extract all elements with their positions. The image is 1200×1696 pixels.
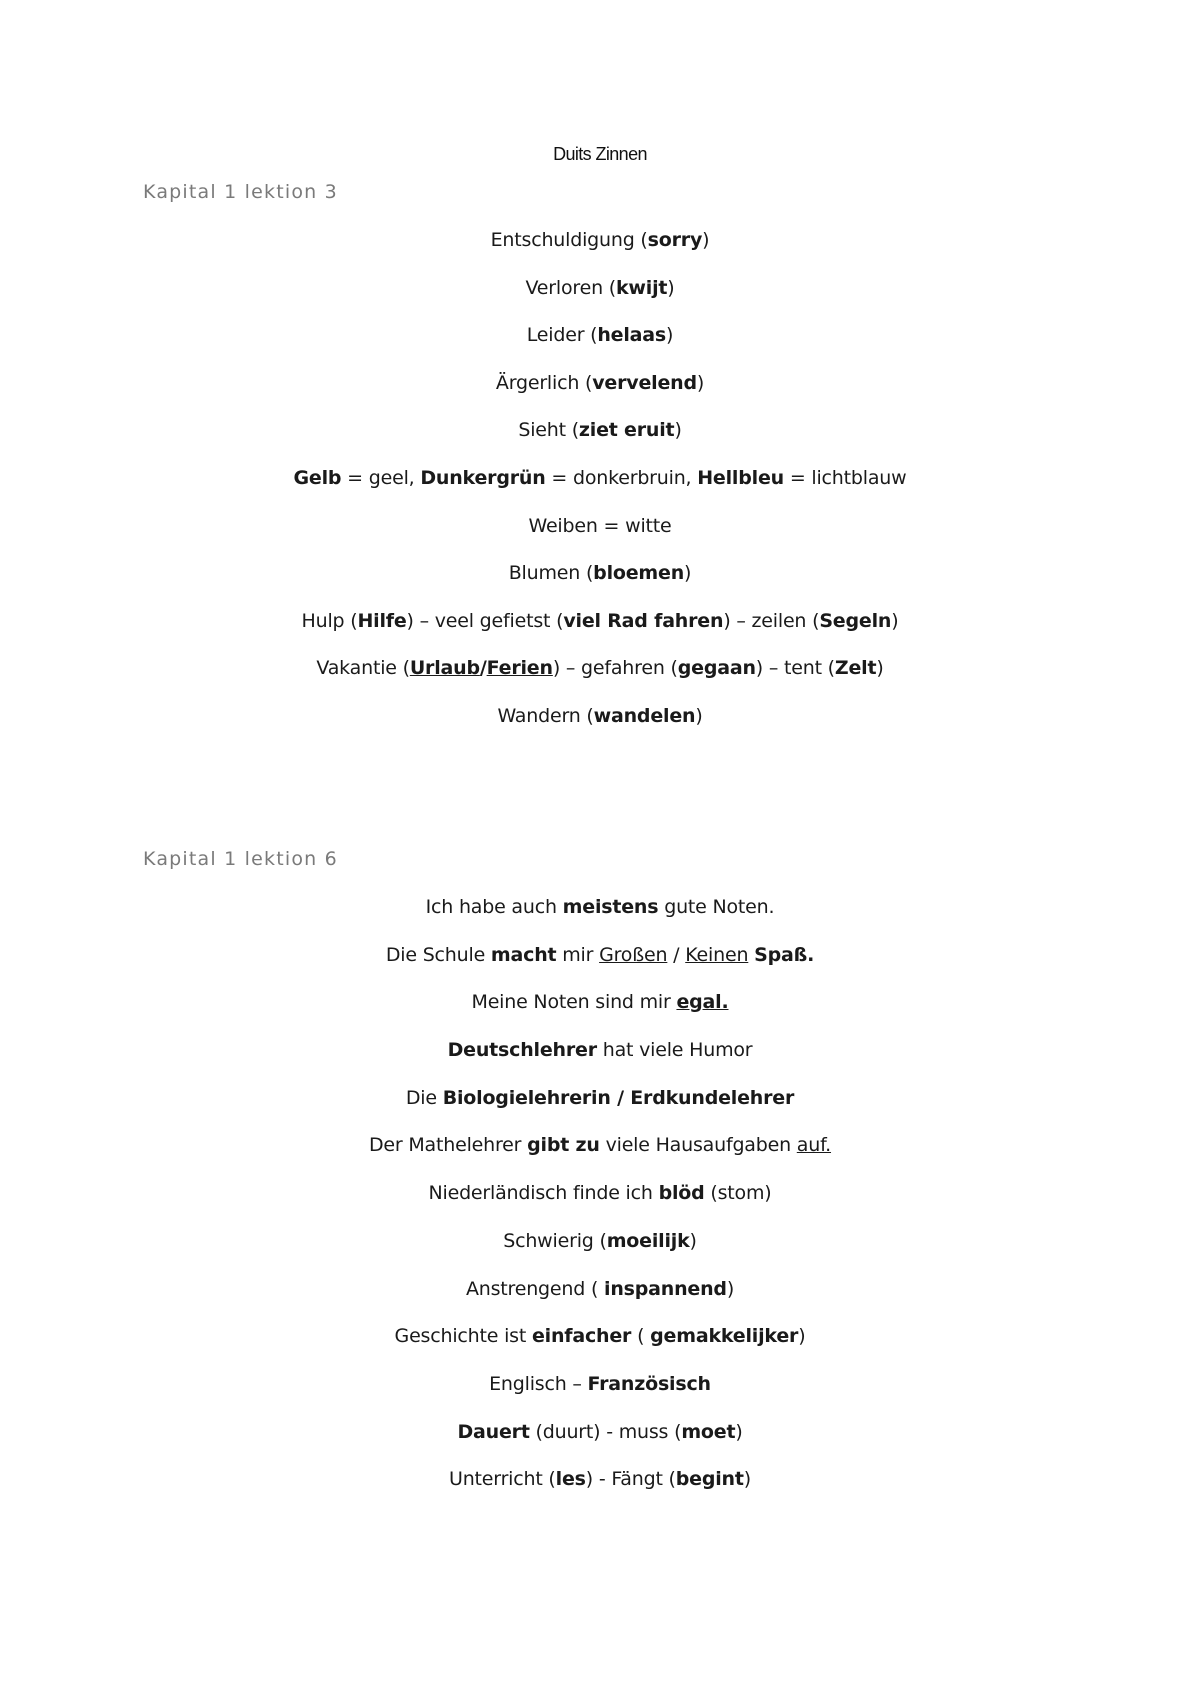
text-run: Segeln <box>819 609 892 632</box>
text-run: ) <box>876 657 884 680</box>
text-run: meistens <box>562 896 659 918</box>
section-heading-lektion-6: Kapital 1 lektion 6 <box>143 848 338 870</box>
text-run: Hilfe <box>357 609 407 632</box>
text-run: Hulp ( <box>301 609 358 632</box>
text-run: kwijt <box>616 276 668 299</box>
text-line <box>0 1133 1200 1181</box>
text-run: Englisch – <box>489 1372 588 1395</box>
text-run: Unterricht ( <box>449 1468 556 1491</box>
text-run: sorry <box>647 229 703 251</box>
text-run: Keinen <box>685 943 749 966</box>
text-run: bloemen <box>593 562 685 585</box>
text-line <box>0 895 1200 943</box>
text-line <box>0 561 1200 609</box>
text-run: = donkerbruin, <box>545 466 698 489</box>
text-run: mir <box>556 943 600 966</box>
section-lines-lektion-6 <box>0 895 1200 1515</box>
text-run: moeilijk <box>606 1229 690 1252</box>
text-run: ) – veel gefietst ( <box>406 609 564 632</box>
text-run: = lichtblauw <box>783 466 907 489</box>
text-run: ) <box>798 1325 806 1348</box>
text-run: ) – zeilen ( <box>723 609 820 632</box>
text-run: ( <box>631 1325 651 1348</box>
text-run: Spaß. <box>754 943 815 966</box>
text-line <box>0 1277 1200 1325</box>
text-run: inspannend <box>604 1277 727 1300</box>
text-run: ) <box>743 1468 751 1491</box>
text-run: ) – tent ( <box>755 657 835 680</box>
text-run: Großen <box>599 943 668 966</box>
text-run: einfacher <box>531 1325 632 1348</box>
text-line <box>0 1229 1200 1277</box>
text-line <box>0 276 1200 324</box>
text-run: ) <box>667 276 675 299</box>
text-run: gibt zu <box>527 1134 600 1157</box>
text-run: Französisch <box>587 1372 711 1395</box>
section-heading-lektion-3: Kapital 1 lektion 3 <box>143 181 338 203</box>
text-run: Entschuldigung ( <box>490 229 648 251</box>
text-run: Leider ( <box>526 324 598 347</box>
text-run: ) – gefahren ( <box>552 657 678 680</box>
text-run: ) - Fängt ( <box>585 1468 676 1491</box>
text-run: Dauert <box>457 1420 530 1443</box>
text-run: viel Rad fahren <box>563 609 724 632</box>
text-run: moet <box>681 1420 736 1443</box>
text-run: Verloren ( <box>525 276 616 299</box>
text-line <box>0 466 1200 514</box>
text-line <box>0 1038 1200 1086</box>
text-run: ) <box>702 229 710 251</box>
text-run: gegaan <box>677 657 756 680</box>
text-run: = geel, <box>341 466 421 489</box>
text-line <box>0 1181 1200 1229</box>
text-run: Gelb <box>293 466 342 489</box>
text-run: ) <box>891 609 899 632</box>
text-line <box>0 1372 1200 1420</box>
text-run: (duurt) - muss ( <box>529 1420 682 1443</box>
text-run: (stom) <box>704 1182 772 1205</box>
text-run: wandelen <box>593 704 696 727</box>
text-run: Ferien <box>486 657 553 680</box>
text-run: Schwierig ( <box>503 1229 607 1252</box>
text-run: Blumen ( <box>508 562 594 585</box>
text-run: helaas <box>597 324 667 347</box>
text-line <box>0 1467 1200 1515</box>
text-run: Die Schule <box>385 943 491 966</box>
text-line <box>0 1420 1200 1468</box>
text-run: Urlaub <box>409 657 480 680</box>
text-run: viele Hausaufgaben <box>599 1134 797 1157</box>
text-run: Deutschlehrer <box>447 1039 597 1062</box>
text-run: blöd <box>658 1182 705 1205</box>
text-run: gute Noten. <box>658 896 775 918</box>
text-line <box>0 1086 1200 1134</box>
text-line <box>0 943 1200 991</box>
text-line <box>0 323 1200 371</box>
text-run: / <box>479 657 487 680</box>
text-run: les <box>555 1468 586 1491</box>
text-run: Geschichte ist <box>394 1325 532 1348</box>
text-run: Ärgerlich ( <box>495 371 593 394</box>
text-run: Zelt <box>834 657 877 680</box>
text-run: Niederländisch finde ich <box>428 1182 659 1205</box>
text-run: ) <box>674 419 682 442</box>
text-run: Sieht ( <box>518 419 579 442</box>
text-run: Biologielehrerin / Erdkundelehrer <box>442 1086 795 1109</box>
text-line <box>0 514 1200 562</box>
text-run: Meine Noten sind mir <box>471 991 677 1014</box>
text-line <box>0 656 1200 704</box>
text-line <box>0 371 1200 419</box>
text-run: vervelend <box>592 371 697 394</box>
section-lines-lektion-3 <box>0 228 1200 752</box>
text-run: ) <box>726 1277 735 1300</box>
text-line <box>0 418 1200 466</box>
text-run: ) <box>695 704 703 727</box>
text-run: Hellbleu <box>697 466 784 489</box>
text-line <box>0 1324 1200 1372</box>
text-run: begint <box>675 1468 744 1491</box>
text-run: ) <box>689 1229 697 1252</box>
text-run: gemakkelijker <box>650 1325 799 1348</box>
text-run: / <box>667 943 686 966</box>
text-run: Vakantie ( <box>316 657 410 680</box>
text-run: Der Mathelehrer <box>368 1134 528 1157</box>
text-run: hat viele Humor <box>596 1039 753 1062</box>
text-line <box>0 228 1200 276</box>
text-run: ) <box>696 371 705 394</box>
text-run: Wandern ( <box>497 704 594 727</box>
text-line <box>0 990 1200 1038</box>
text-run: macht <box>490 943 557 966</box>
document-title: Duits Zinnen <box>553 144 647 164</box>
text-run: Weiben = witte <box>528 514 672 537</box>
text-line <box>0 609 1200 657</box>
text-run: egal. <box>676 991 729 1014</box>
text-run: auf. <box>796 1134 832 1157</box>
text-run: ziet eruit <box>578 419 675 442</box>
text-run: ) <box>735 1420 743 1443</box>
text-run: Die <box>405 1086 443 1109</box>
text-run: Anstrengend ( <box>465 1277 604 1300</box>
text-line <box>0 704 1200 752</box>
text-run: ) <box>684 562 692 585</box>
text-run: Dunkergrün <box>420 466 546 489</box>
text-run: ) <box>666 324 674 347</box>
text-run: Ich habe auch <box>425 896 563 918</box>
